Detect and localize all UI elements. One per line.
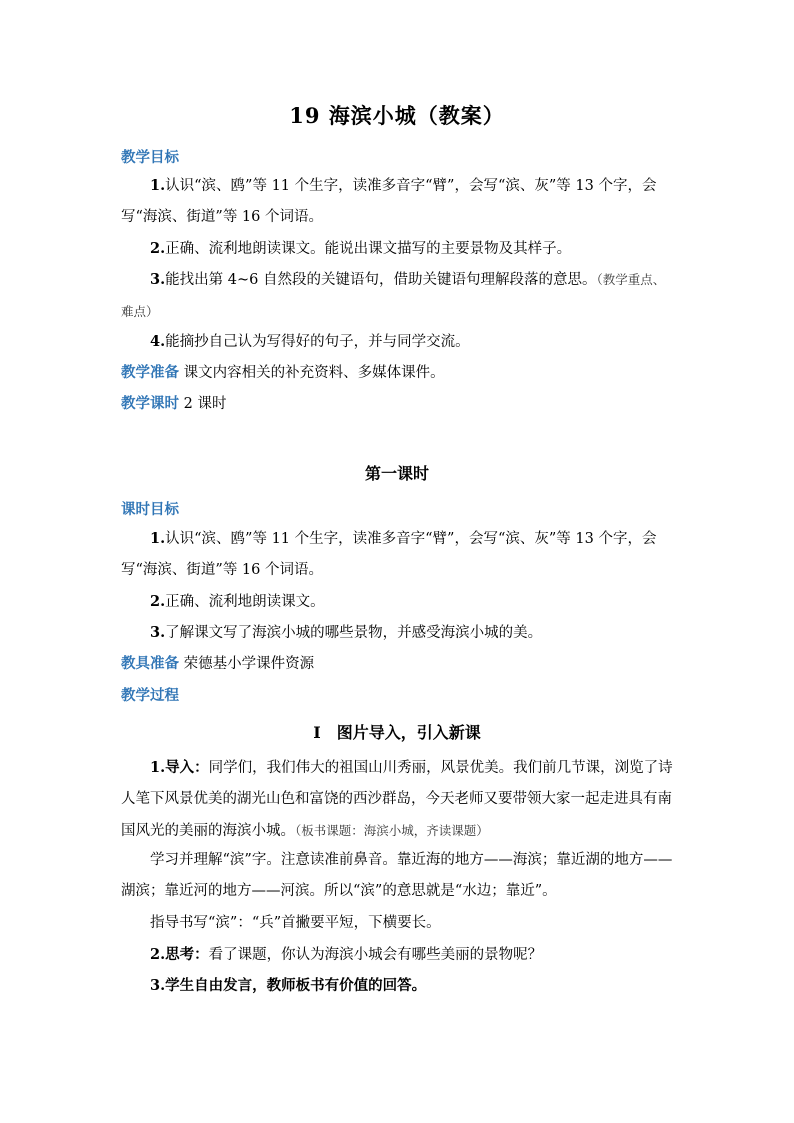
paragraph-think: [121, 939, 676, 971]
goal-text: 正确、流利地朗读课文。: [165, 594, 325, 610]
lesson-goal-1: [121, 523, 676, 586]
goal-num: 1.: [150, 177, 166, 194]
goal-note: （教学重点、难点）: [121, 272, 666, 319]
goal-num: 4.: [150, 333, 166, 350]
goal-item-1: [121, 170, 676, 233]
process-heading: 教学过程: [121, 687, 179, 704]
goal-text: 认识“滨、鸥”等 11 个生字，读准多音字“臂”，会写“滨、灰”等 13 个字，会写“海滨、街道”等 16 个词语。: [121, 531, 657, 578]
paragraph-bin: 学习并理解“滨”字。注意读准前鼻音。靠近海的地方——海滨；靠近湖的地方——湖滨；靠近河的地方——河滨。所以“滨”的意思就是“水边；靠近”。: [121, 852, 673, 899]
section-heading: Ⅰ 图片导入，引入新课: [313, 723, 481, 742]
goal-text: 了解课文写了海滨小城的哪些景物，并感受海滨小城的美。: [165, 625, 543, 641]
para-text: 看了课题，你认为海滨小城会有哪些美丽的景物呢？: [208, 947, 543, 963]
goal-num: 1.: [150, 530, 166, 547]
hours-label: 教学课时: [121, 395, 179, 412]
lesson-goals-heading: 课时目标: [121, 501, 179, 518]
paragraph-intro: [121, 752, 676, 847]
para-label: 2.思考：: [150, 946, 209, 963]
lesson-goal-2: [121, 586, 676, 618]
tools-text: 荣德基小学课件资源: [183, 656, 315, 672]
prep-line: [121, 357, 676, 389]
goals-heading: 教学目标: [121, 149, 179, 166]
tools-line: [121, 648, 676, 680]
prep-label: 教学准备: [121, 364, 179, 381]
prep-text: 课文内容相关的补充资料、多媒体课件。: [183, 365, 445, 381]
goal-text: 能摘抄自己认为写得好的句子，并与同学交流。: [165, 334, 470, 350]
lesson-title: 第一课时: [364, 464, 429, 483]
goal-text: 正确、流利地朗读课文。能说出课文描写的主要景物及其样子。: [165, 241, 572, 257]
page-title: 19 海滨小城（教案）: [289, 103, 505, 128]
goal-num: 2.: [150, 593, 166, 610]
goal-item-4: [121, 326, 676, 358]
para-note: （板书课题：海滨小城，齐读课题）: [295, 823, 489, 838]
goal-item-3: [121, 264, 676, 328]
goal-text: 能找出第 4~6 自然段的关键语句，借助关键语句理解段落的意思。: [165, 272, 597, 288]
paragraph-discuss: 3.学生自由发言，教师板书有价值的回答。: [150, 977, 427, 994]
goal-num: 2.: [150, 240, 166, 257]
goal-num: 3.: [150, 271, 166, 288]
goal-num: 3.: [150, 624, 166, 641]
hours-line: [121, 388, 676, 420]
paragraph-writing: 指导书写“滨”：“兵”首撇要平短，下横要长。: [150, 915, 441, 931]
tools-label: 教具准备: [121, 655, 179, 672]
hours-text: 2 课时: [183, 396, 227, 412]
lesson-goal-3: [121, 617, 676, 649]
para-text: 同学们，我们伟大的祖国山川秀丽，风景优美。我们前几节课，浏览了诗人笔下风景优美的湖光山色和富饶的西沙群岛，今天老师又要带领大家一起走进具有南国风光的美丽的海滨小城。: [121, 760, 673, 839]
para-label: 1.导入：: [150, 759, 209, 776]
goal-item-2: [121, 233, 676, 265]
goal-text: 认识“滨、鸥”等 11 个生字，读准多音字“臂”，会写“滨、灰”等 13 个字，会写“海滨、街道”等 16 个词语。: [121, 178, 657, 225]
